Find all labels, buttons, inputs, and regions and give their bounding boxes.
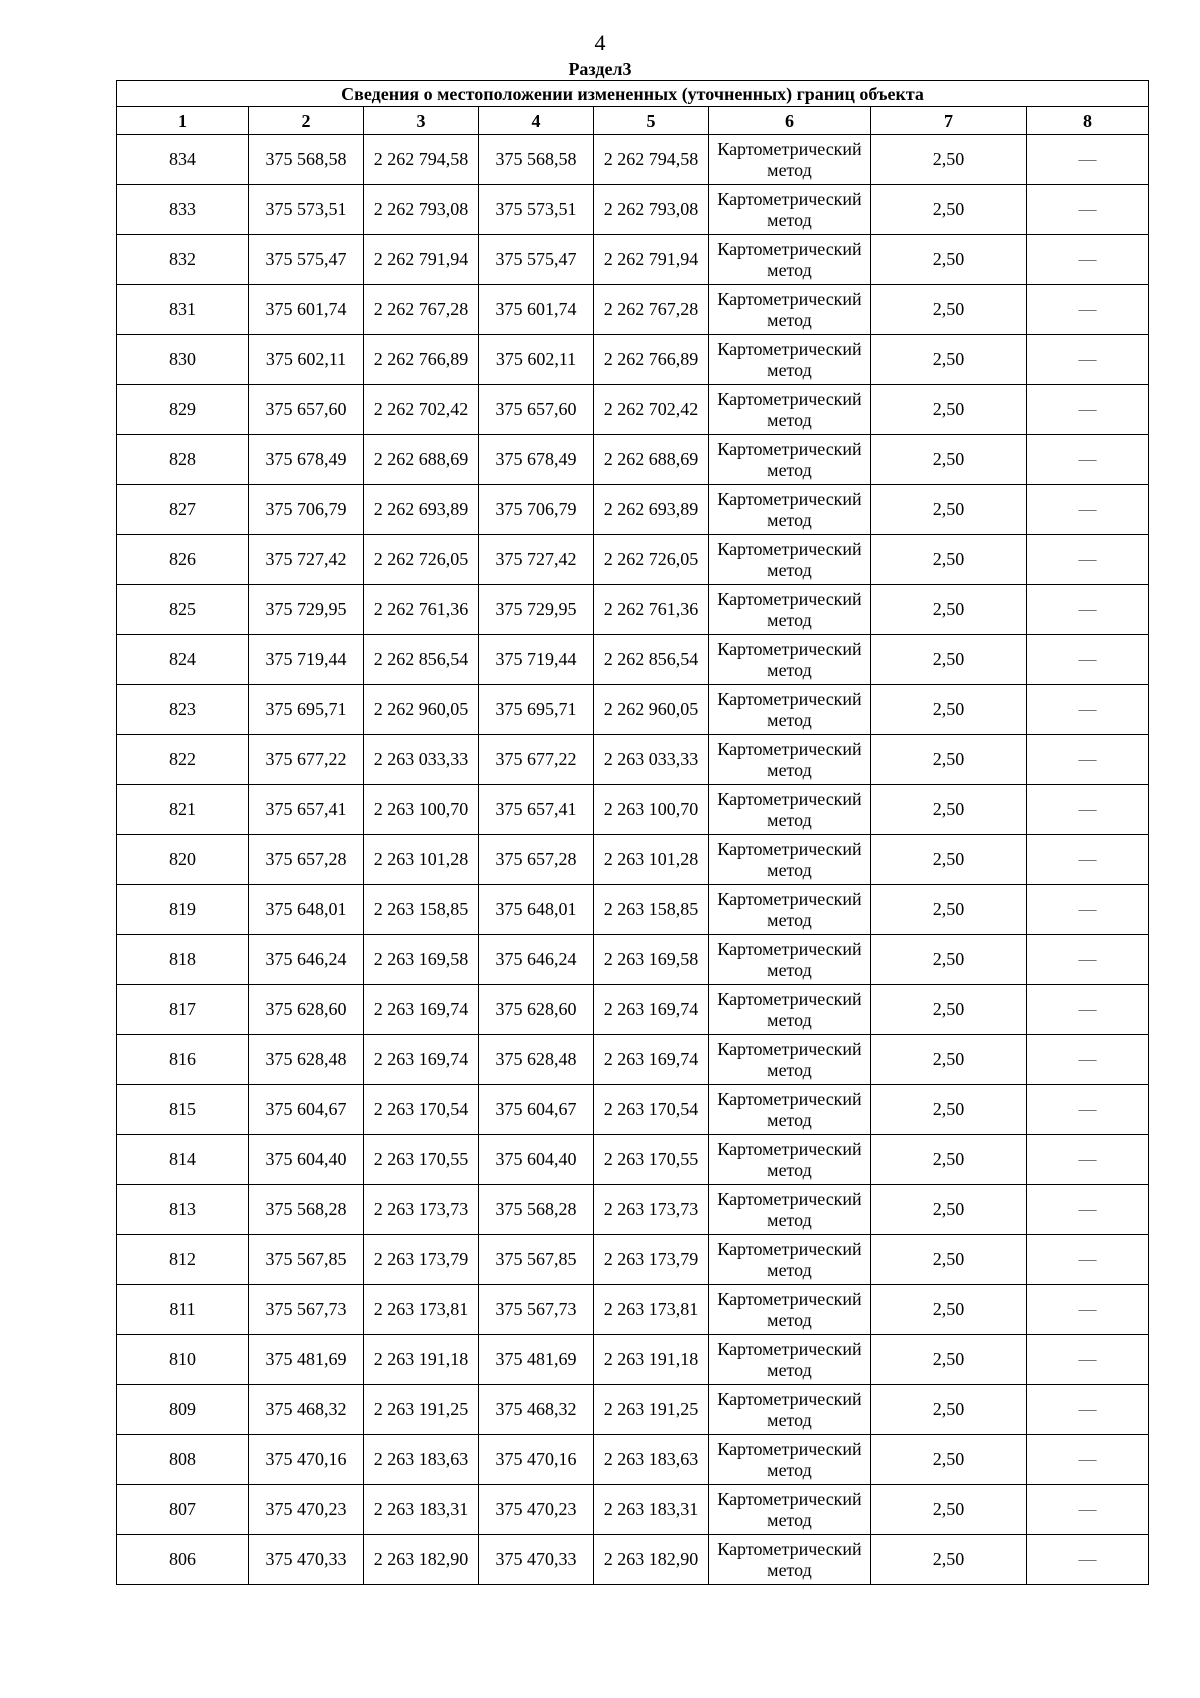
cell-description: — (1027, 1235, 1149, 1285)
cell-y-coordinate-refined: 2 263 033,33 (594, 735, 709, 785)
column-header: 2 (249, 107, 364, 135)
cell-y-coordinate-refined: 2 263 158,85 (594, 885, 709, 935)
cell-accuracy: 2,50 (871, 535, 1027, 585)
cell-method: Картометрический метод (709, 535, 871, 585)
cell-method: Картометрический метод (709, 1035, 871, 1085)
boundary-coordinates-table (116, 80, 1149, 1585)
cell-point-number: 834 (117, 135, 249, 185)
cell-y-coordinate-refined: 2 262 693,89 (594, 485, 709, 535)
cell-x-coordinate: 375 677,22 (249, 735, 364, 785)
cell-accuracy: 2,50 (871, 885, 1027, 935)
cell-y-coordinate: 2 262 960,05 (364, 685, 479, 735)
cell-x-coordinate: 375 604,40 (249, 1135, 364, 1185)
cell-x-coordinate: 375 657,60 (249, 385, 364, 435)
table-row (117, 785, 1149, 835)
cell-accuracy: 2,50 (871, 285, 1027, 335)
cell-x-coordinate-refined: 375 628,48 (479, 1035, 594, 1085)
column-header: 8 (1027, 107, 1149, 135)
cell-x-coordinate: 375 628,48 (249, 1035, 364, 1085)
cell-x-coordinate: 375 602,11 (249, 335, 364, 385)
cell-accuracy: 2,50 (871, 485, 1027, 535)
cell-x-coordinate: 375 719,44 (249, 635, 364, 685)
cell-accuracy: 2,50 (871, 335, 1027, 385)
cell-x-coordinate-refined: 375 470,33 (479, 1535, 594, 1585)
cell-y-coordinate-refined: 2 263 182,90 (594, 1535, 709, 1585)
cell-x-coordinate: 375 706,79 (249, 485, 364, 535)
cell-description: — (1027, 985, 1149, 1035)
cell-description: — (1027, 335, 1149, 385)
cell-accuracy: 2,50 (871, 1185, 1027, 1235)
cell-point-number: 815 (117, 1085, 249, 1135)
cell-y-coordinate: 2 263 191,18 (364, 1335, 479, 1385)
cell-y-coordinate: 2 262 726,05 (364, 535, 479, 585)
cell-x-coordinate: 375 470,23 (249, 1485, 364, 1535)
cell-description: — (1027, 535, 1149, 585)
cell-y-coordinate: 2 263 183,63 (364, 1435, 479, 1485)
cell-description: — (1027, 1135, 1149, 1185)
table-row (117, 285, 1149, 335)
cell-method: Картометрический метод (709, 1335, 871, 1385)
cell-y-coordinate: 2 263 169,74 (364, 1035, 479, 1085)
table-caption: Сведения о местоположении измененных (уточненных) границ объекта (117, 81, 1149, 107)
cell-point-number: 811 (117, 1285, 249, 1335)
table-row (117, 1535, 1149, 1585)
cell-y-coordinate: 2 263 183,31 (364, 1485, 479, 1535)
cell-method: Картометрический метод (709, 935, 871, 985)
cell-x-coordinate-refined: 375 646,24 (479, 935, 594, 985)
cell-x-coordinate-refined: 375 567,73 (479, 1285, 594, 1335)
table-row (117, 1235, 1149, 1285)
table-row (117, 335, 1149, 385)
cell-y-coordinate: 2 263 170,55 (364, 1135, 479, 1185)
column-header: 5 (594, 107, 709, 135)
cell-point-number: 810 (117, 1335, 249, 1385)
cell-y-coordinate: 2 263 169,74 (364, 985, 479, 1035)
cell-x-coordinate: 375 470,16 (249, 1435, 364, 1485)
table-row (117, 1185, 1149, 1235)
cell-accuracy: 2,50 (871, 585, 1027, 635)
table-body (117, 135, 1149, 1585)
cell-accuracy: 2,50 (871, 1485, 1027, 1535)
cell-point-number: 817 (117, 985, 249, 1035)
cell-y-coordinate-refined: 2 263 169,74 (594, 985, 709, 1035)
cell-x-coordinate-refined: 375 573,51 (479, 185, 594, 235)
cell-point-number: 812 (117, 1235, 249, 1285)
cell-method: Картометрический метод (709, 1185, 871, 1235)
cell-description: — (1027, 285, 1149, 335)
cell-description: — (1027, 1435, 1149, 1485)
cell-method: Картометрический метод (709, 1285, 871, 1335)
table-row (117, 135, 1149, 185)
cell-y-coordinate-refined: 2 263 169,74 (594, 1035, 709, 1085)
cell-description: — (1027, 585, 1149, 635)
cell-y-coordinate: 2 263 158,85 (364, 885, 479, 935)
cell-point-number: 819 (117, 885, 249, 935)
cell-method: Картометрический метод (709, 835, 871, 885)
cell-x-coordinate-refined: 375 468,32 (479, 1385, 594, 1435)
cell-description: — (1027, 885, 1149, 935)
cell-method: Картометрический метод (709, 385, 871, 435)
cell-accuracy: 2,50 (871, 735, 1027, 785)
cell-description: — (1027, 1085, 1149, 1135)
column-header: 4 (479, 107, 594, 135)
cell-point-number: 828 (117, 435, 249, 485)
cell-method: Картометрический метод (709, 885, 871, 935)
cell-point-number: 822 (117, 735, 249, 785)
cell-description: — (1027, 1385, 1149, 1435)
cell-description: — (1027, 785, 1149, 835)
table-row (117, 185, 1149, 235)
cell-method: Картометрический метод (709, 785, 871, 835)
cell-y-coordinate-refined: 2 262 960,05 (594, 685, 709, 735)
table-row (117, 985, 1149, 1035)
cell-x-coordinate: 375 678,49 (249, 435, 364, 485)
cell-x-coordinate-refined: 375 657,60 (479, 385, 594, 435)
table-row (117, 1135, 1149, 1185)
cell-y-coordinate-refined: 2 263 183,31 (594, 1485, 709, 1535)
cell-x-coordinate-refined: 375 695,71 (479, 685, 594, 735)
cell-x-coordinate: 375 573,51 (249, 185, 364, 235)
cell-x-coordinate: 375 575,47 (249, 235, 364, 285)
cell-description: — (1027, 485, 1149, 535)
cell-x-coordinate-refined: 375 604,67 (479, 1085, 594, 1135)
cell-y-coordinate: 2 263 101,28 (364, 835, 479, 885)
cell-x-coordinate: 375 568,58 (249, 135, 364, 185)
cell-method: Картометрический метод (709, 485, 871, 535)
cell-method: Картометрический метод (709, 1235, 871, 1285)
cell-x-coordinate: 375 470,33 (249, 1535, 364, 1585)
cell-accuracy: 2,50 (871, 835, 1027, 885)
cell-x-coordinate-refined: 375 568,58 (479, 135, 594, 185)
cell-y-coordinate-refined: 2 262 856,54 (594, 635, 709, 685)
cell-description: — (1027, 1485, 1149, 1535)
cell-y-coordinate-refined: 2 263 101,28 (594, 835, 709, 885)
cell-x-coordinate: 375 604,67 (249, 1085, 364, 1135)
cell-y-coordinate-refined: 2 263 170,54 (594, 1085, 709, 1135)
column-header: 1 (117, 107, 249, 135)
cell-description: — (1027, 835, 1149, 885)
cell-accuracy: 2,50 (871, 1035, 1027, 1085)
table-row (117, 1085, 1149, 1135)
cell-x-coordinate-refined: 375 719,44 (479, 635, 594, 685)
cell-y-coordinate-refined: 2 262 791,94 (594, 235, 709, 285)
cell-accuracy: 2,50 (871, 235, 1027, 285)
cell-description: — (1027, 385, 1149, 435)
cell-method: Картометрический метод (709, 1435, 871, 1485)
table-row (117, 535, 1149, 585)
cell-point-number: 809 (117, 1385, 249, 1435)
cell-accuracy: 2,50 (871, 985, 1027, 1035)
cell-accuracy: 2,50 (871, 935, 1027, 985)
cell-x-coordinate-refined: 375 657,28 (479, 835, 594, 885)
cell-x-coordinate: 375 657,41 (249, 785, 364, 835)
cell-y-coordinate: 2 263 173,73 (364, 1185, 479, 1235)
cell-y-coordinate: 2 263 173,81 (364, 1285, 479, 1335)
cell-method: Картометрический метод (709, 635, 871, 685)
table-row (117, 935, 1149, 985)
cell-point-number: 825 (117, 585, 249, 635)
cell-description: — (1027, 235, 1149, 285)
cell-point-number: 807 (117, 1485, 249, 1535)
cell-y-coordinate: 2 263 169,58 (364, 935, 479, 985)
cell-y-coordinate: 2 262 693,89 (364, 485, 479, 535)
cell-description: — (1027, 185, 1149, 235)
cell-x-coordinate-refined: 375 481,69 (479, 1335, 594, 1385)
cell-y-coordinate-refined: 2 263 173,79 (594, 1235, 709, 1285)
cell-y-coordinate: 2 262 761,36 (364, 585, 479, 635)
table-row (117, 1285, 1149, 1335)
cell-method: Картометрический метод (709, 235, 871, 285)
cell-y-coordinate: 2 263 100,70 (364, 785, 479, 835)
cell-accuracy: 2,50 (871, 1535, 1027, 1585)
cell-point-number: 813 (117, 1185, 249, 1235)
cell-y-coordinate-refined: 2 262 794,58 (594, 135, 709, 185)
table-row (117, 835, 1149, 885)
table-row (117, 235, 1149, 285)
cell-point-number: 823 (117, 685, 249, 735)
table-row (117, 685, 1149, 735)
cell-y-coordinate-refined: 2 263 183,63 (594, 1435, 709, 1485)
cell-point-number: 820 (117, 835, 249, 885)
cell-description: — (1027, 1335, 1149, 1385)
cell-y-coordinate-refined: 2 262 726,05 (594, 535, 709, 585)
cell-method: Картометрический метод (709, 585, 871, 635)
cell-x-coordinate: 375 481,69 (249, 1335, 364, 1385)
table-row (117, 1035, 1149, 1085)
cell-y-coordinate: 2 262 793,08 (364, 185, 479, 235)
cell-x-coordinate-refined: 375 470,23 (479, 1485, 594, 1535)
cell-description: — (1027, 935, 1149, 985)
cell-x-coordinate-refined: 375 601,74 (479, 285, 594, 335)
column-header: 3 (364, 107, 479, 135)
cell-accuracy: 2,50 (871, 385, 1027, 435)
cell-y-coordinate: 2 262 702,42 (364, 385, 479, 435)
cell-accuracy: 2,50 (871, 1385, 1027, 1435)
cell-method: Картометрический метод (709, 1085, 871, 1135)
cell-description: — (1027, 1185, 1149, 1235)
cell-method: Картометрический метод (709, 135, 871, 185)
cell-method: Картометрический метод (709, 285, 871, 335)
page-number: 4 (594, 30, 606, 55)
cell-y-coordinate: 2 263 182,90 (364, 1535, 479, 1585)
cell-x-coordinate: 375 646,24 (249, 935, 364, 985)
cell-y-coordinate-refined: 2 263 100,70 (594, 785, 709, 835)
cell-point-number: 826 (117, 535, 249, 585)
cell-y-coordinate-refined: 2 263 191,18 (594, 1335, 709, 1385)
cell-description: — (1027, 1285, 1149, 1335)
cell-point-number: 806 (117, 1535, 249, 1585)
cell-y-coordinate: 2 262 767,28 (364, 285, 479, 335)
table-row (117, 735, 1149, 785)
table-row (117, 485, 1149, 535)
table-row (117, 1385, 1149, 1435)
cell-accuracy: 2,50 (871, 635, 1027, 685)
cell-x-coordinate-refined: 375 628,60 (479, 985, 594, 1035)
cell-y-coordinate-refined: 2 262 766,89 (594, 335, 709, 385)
cell-x-coordinate: 375 695,71 (249, 685, 364, 735)
cell-description: — (1027, 435, 1149, 485)
cell-accuracy: 2,50 (871, 135, 1027, 185)
cell-y-coordinate: 2 263 173,79 (364, 1235, 479, 1285)
table-row (117, 435, 1149, 485)
cell-method: Картометрический метод (709, 185, 871, 235)
cell-point-number: 814 (117, 1135, 249, 1185)
cell-y-coordinate: 2 262 766,89 (364, 335, 479, 385)
cell-description: — (1027, 685, 1149, 735)
cell-x-coordinate: 375 567,85 (249, 1235, 364, 1285)
cell-description: — (1027, 135, 1149, 185)
cell-x-coordinate-refined: 375 678,49 (479, 435, 594, 485)
cell-x-coordinate-refined: 375 657,41 (479, 785, 594, 835)
cell-x-coordinate-refined: 375 706,79 (479, 485, 594, 535)
cell-method: Картометрический метод (709, 1385, 871, 1435)
cell-x-coordinate: 375 468,32 (249, 1385, 364, 1435)
cell-accuracy: 2,50 (871, 1235, 1027, 1285)
table-row (117, 1485, 1149, 1535)
cell-point-number: 816 (117, 1035, 249, 1085)
cell-method: Картометрический метод (709, 685, 871, 735)
cell-x-coordinate: 375 727,42 (249, 535, 364, 585)
cell-y-coordinate: 2 262 791,94 (364, 235, 479, 285)
cell-point-number: 818 (117, 935, 249, 985)
table-row (117, 1335, 1149, 1385)
cell-x-coordinate: 375 601,74 (249, 285, 364, 335)
cell-description: — (1027, 1535, 1149, 1585)
cell-method: Картометрический метод (709, 735, 871, 785)
cell-x-coordinate-refined: 375 567,85 (479, 1235, 594, 1285)
cell-y-coordinate: 2 263 191,25 (364, 1385, 479, 1435)
cell-point-number: 829 (117, 385, 249, 435)
cell-y-coordinate: 2 263 170,54 (364, 1085, 479, 1135)
cell-point-number: 830 (117, 335, 249, 385)
cell-y-coordinate-refined: 2 263 173,73 (594, 1185, 709, 1235)
cell-accuracy: 2,50 (871, 1335, 1027, 1385)
cell-accuracy: 2,50 (871, 1435, 1027, 1485)
cell-point-number: 833 (117, 185, 249, 235)
column-number-row (117, 107, 1149, 135)
cell-y-coordinate-refined: 2 262 761,36 (594, 585, 709, 635)
cell-x-coordinate-refined: 375 677,22 (479, 735, 594, 785)
cell-x-coordinate: 375 657,28 (249, 835, 364, 885)
cell-y-coordinate: 2 262 856,54 (364, 635, 479, 685)
cell-y-coordinate-refined: 2 263 173,81 (594, 1285, 709, 1335)
cell-point-number: 808 (117, 1435, 249, 1485)
cell-x-coordinate-refined: 375 727,42 (479, 535, 594, 585)
cell-accuracy: 2,50 (871, 1135, 1027, 1185)
cell-accuracy: 2,50 (871, 1285, 1027, 1335)
cell-description: — (1027, 1035, 1149, 1085)
cell-x-coordinate: 375 568,28 (249, 1185, 364, 1235)
cell-accuracy: 2,50 (871, 185, 1027, 235)
cell-y-coordinate: 2 262 794,58 (364, 135, 479, 185)
cell-method: Картометрический метод (709, 435, 871, 485)
cell-description: — (1027, 735, 1149, 785)
cell-y-coordinate: 2 263 033,33 (364, 735, 479, 785)
cell-point-number: 832 (117, 235, 249, 285)
cell-method: Картометрический метод (709, 1135, 871, 1185)
cell-method: Картометрический метод (709, 335, 871, 385)
cell-method: Картометрический метод (709, 1535, 871, 1585)
cell-x-coordinate-refined: 375 575,47 (479, 235, 594, 285)
column-header: 7 (871, 107, 1027, 135)
cell-x-coordinate: 375 648,01 (249, 885, 364, 935)
cell-point-number: 831 (117, 285, 249, 335)
cell-x-coordinate-refined: 375 648,01 (479, 885, 594, 935)
cell-x-coordinate: 375 729,95 (249, 585, 364, 635)
cell-accuracy: 2,50 (871, 685, 1027, 735)
cell-x-coordinate: 375 567,73 (249, 1285, 364, 1335)
cell-x-coordinate-refined: 375 729,95 (479, 585, 594, 635)
column-header: 6 (709, 107, 871, 135)
cell-accuracy: 2,50 (871, 435, 1027, 485)
cell-description: — (1027, 635, 1149, 685)
cell-x-coordinate-refined: 375 568,28 (479, 1185, 594, 1235)
cell-x-coordinate-refined: 375 604,40 (479, 1135, 594, 1185)
cell-accuracy: 2,50 (871, 785, 1027, 835)
cell-x-coordinate-refined: 375 602,11 (479, 335, 594, 385)
section-label: Раздел3 (568, 59, 632, 79)
cell-y-coordinate-refined: 2 263 169,58 (594, 935, 709, 985)
cell-y-coordinate: 2 262 688,69 (364, 435, 479, 485)
cell-y-coordinate-refined: 2 262 767,28 (594, 285, 709, 335)
cell-x-coordinate-refined: 375 470,16 (479, 1435, 594, 1485)
cell-method: Картометрический метод (709, 985, 871, 1035)
cell-y-coordinate-refined: 2 263 170,55 (594, 1135, 709, 1185)
table-row (117, 385, 1149, 435)
cell-y-coordinate-refined: 2 263 191,25 (594, 1385, 709, 1435)
cell-accuracy: 2,50 (871, 1085, 1027, 1135)
cell-y-coordinate-refined: 2 262 702,42 (594, 385, 709, 435)
table-row (117, 1435, 1149, 1485)
cell-x-coordinate: 375 628,60 (249, 985, 364, 1035)
cell-point-number: 821 (117, 785, 249, 835)
cell-y-coordinate-refined: 2 262 793,08 (594, 185, 709, 235)
table-row (117, 885, 1149, 935)
cell-method: Картометрический метод (709, 1485, 871, 1535)
table-row (117, 585, 1149, 635)
cell-point-number: 824 (117, 635, 249, 685)
cell-point-number: 827 (117, 485, 249, 535)
cell-y-coordinate-refined: 2 262 688,69 (594, 435, 709, 485)
table-caption-row (117, 81, 1149, 107)
table-row (117, 635, 1149, 685)
